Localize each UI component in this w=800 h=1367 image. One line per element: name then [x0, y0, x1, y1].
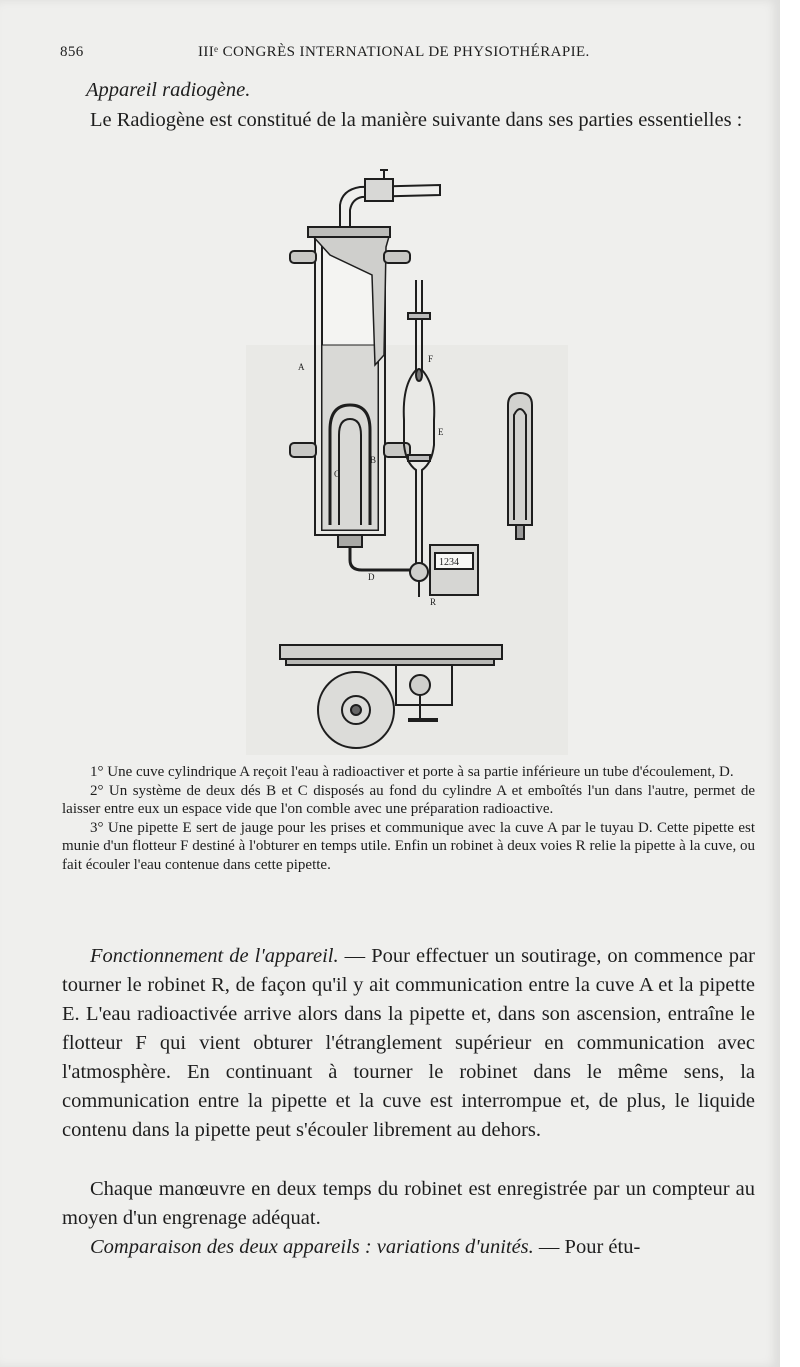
- operation-text: Pour effectuer un soutirage, on commence par tourner le robinet R, de façon qu'il y ait communication entre la cuve A et la pipette E. L'eau radioactivée arrive alors dans la pipette et, dans son ascension, entraîne le flotteur F qui vient obturer l'étranglement supérieur en communication avec l'atmosphère. En continuant à tourner le robinet dans le même sens, la communication entre la pipette et la cuve est interrompue et, de plus, le liquide contenu dans la pipette peut s'écouler librement au dehors.: [62, 945, 755, 1141]
- operation-dash: —: [338, 945, 372, 967]
- operation-title: Fonctionnement de l'appareil.: [90, 945, 339, 967]
- label-f: F: [428, 354, 434, 364]
- running-header: [58, 44, 758, 70]
- label-r: R: [430, 597, 437, 607]
- comparison-title: Comparaison des deux appareils : variations d'unités.: [90, 1236, 534, 1258]
- comparison-paragraph: [62, 1233, 755, 1262]
- tube-d-drawing: [350, 547, 410, 570]
- intro-paragraph: Le Radiogène est constitué de la manière suivante dans ses parties essentielles :: [90, 109, 743, 131]
- label-a: A: [298, 362, 305, 372]
- label-e: E: [438, 427, 444, 437]
- legend-item: 1° Une cuve cylindrique A reçoit l'eau à radioactiver et porte à sa partie inférieure un tube d'écoulement, D.: [90, 764, 734, 780]
- base-cart-drawing: [280, 645, 502, 748]
- legend-item: 3° Une pipette E sert de jauge pour les prises et communique avec la cuve A par le tuyau D. Cette pipette est munie d'un flotteur F destiné à l'obturer en temps utile. Enfin un robinet à deux voies R relie la pipette à la cuve, ou fait écouler l'eau contenue dans cette pipette.: [62, 819, 755, 873]
- section-heading: Appareil radiogène.: [86, 79, 251, 101]
- counter-paragraph: Chaque manœuvre en deux temps du robinet est enregistrée par un compteur au moyen d'un engrenage adéquat.: [62, 1178, 755, 1229]
- apparatus-figure: [270, 165, 570, 765]
- counter-box-drawing: [430, 545, 478, 595]
- thimble-detail-drawing: [508, 393, 532, 539]
- label-b: B: [370, 455, 377, 465]
- comparison-dash: —: [533, 1236, 565, 1258]
- label-c: C: [334, 469, 341, 479]
- counter-reading: 1234: [439, 557, 459, 568]
- running-title: IIIᵉ CONGRÈS INTERNATIONAL DE PHYSIOTHÉRAPIE.: [198, 44, 590, 60]
- label-d: D: [368, 572, 375, 582]
- figure-legend: [62, 763, 755, 874]
- legend-item: 2° Un système de deux dés B et C disposés au fond du cylindre A et emboîtés l'un dans l'autre, permet de laisser entre eux un espace vide que l'on comble avec une préparation radioactive.: [62, 782, 755, 817]
- faucet-drawing: [340, 170, 440, 230]
- operation-paragraph: [62, 942, 755, 1145]
- comparison-text: Pour étu-: [564, 1236, 641, 1258]
- tank-a-drawing: [290, 227, 410, 547]
- page-number: 856: [60, 44, 84, 60]
